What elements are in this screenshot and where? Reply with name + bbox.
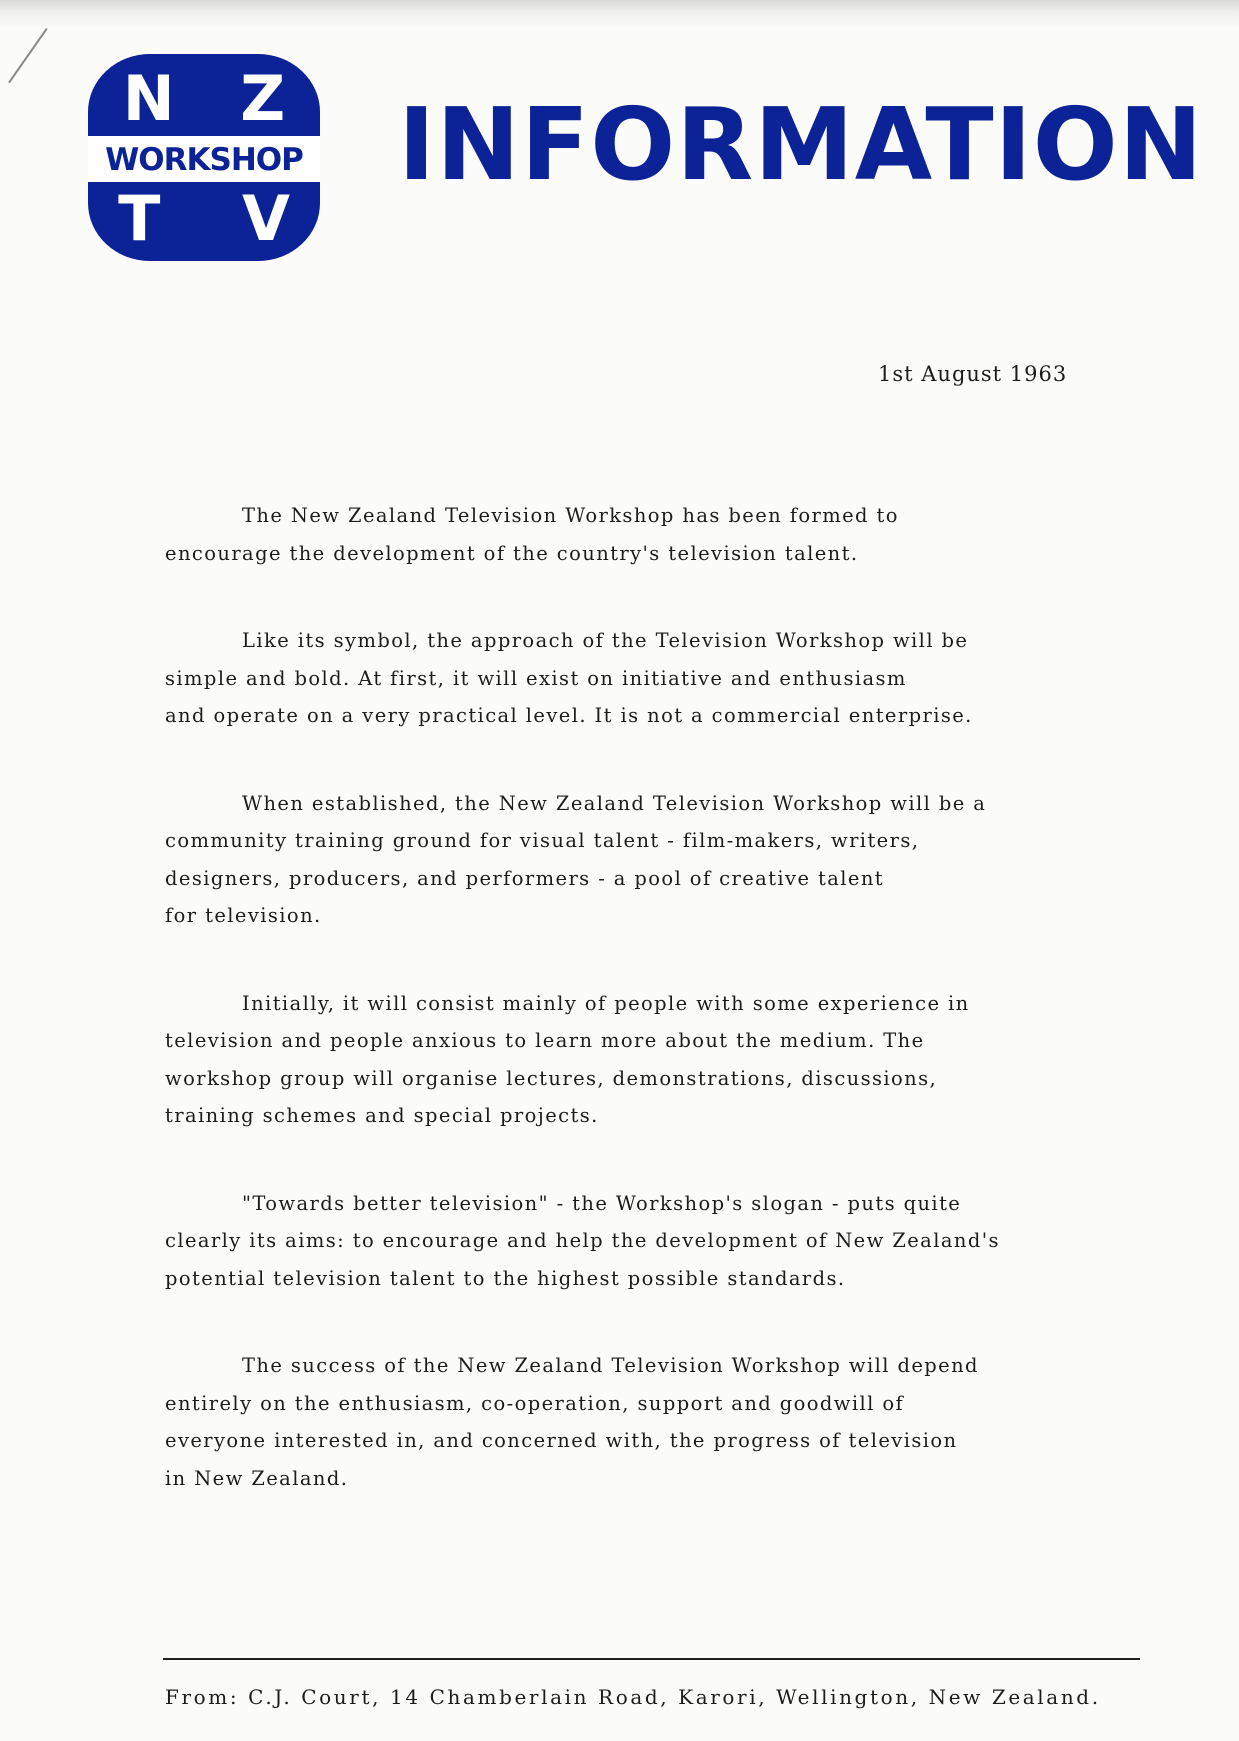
logo-tv-text: T V <box>118 182 320 255</box>
paragraph <box>165 985 1105 1135</box>
paragraph-line: "Towards better television" - the Workshop's slogan - puts quite <box>242 1191 962 1215</box>
paragraph-line: television and people anxious to learn more about the medium. The <box>165 1029 925 1052</box>
paragraph-line: for television. <box>165 904 322 927</box>
paragraph-line: and operate on a very practical level. It is not a commercial enterprise. <box>165 704 973 727</box>
paragraph-line: Initially, it will consist mainly of people with some experience in <box>242 991 970 1015</box>
paragraph-line: workshop group will organise lectures, demonstrations, discussions, <box>165 1066 938 1090</box>
footer-address: From: C.J. Court, 14 Chamberlain Road, Karori, Wellington, New Zealand. <box>165 1685 1101 1709</box>
paragraph-line: community training ground for visual talent - film-makers, writers, <box>165 829 920 852</box>
paragraph-line: Like its symbol, the approach of the Television Workshop will be <box>242 629 969 652</box>
paragraph-line: clearly its aims: to encourage and help the development of New Zealand's <box>165 1229 1000 1252</box>
logo-workshop-text: WORKSHOP <box>105 142 303 178</box>
paragraph-line: encourage the development of the country's television talent. <box>165 541 859 565</box>
document-date: 1st August 1963 <box>878 362 1068 386</box>
pen-mark <box>8 28 47 83</box>
page-edge-shadow <box>0 0 1239 28</box>
paragraph <box>165 1347 1105 1497</box>
paragraph <box>165 1185 1105 1298</box>
paragraph-line: simple and bold. At first, it will exist on initiative and enthusiasm <box>165 666 907 690</box>
logo-nz-text: N Z <box>122 62 308 135</box>
paragraph-line: potential television talent to the highest possible standards. <box>165 1266 846 1290</box>
paragraph-line: The New Zealand Television Workshop has been formed to <box>242 504 899 527</box>
paragraph-line: designers, producers, and performers - a pool of creative talent <box>165 866 885 890</box>
nz-workshop-tv-logo <box>88 54 320 261</box>
paragraph-line: everyone interested in, and concerned with, the progress of television <box>165 1429 958 1452</box>
paragraph-line: entirely on the enthusiasm, co-operation, support and goodwill of <box>165 1391 905 1415</box>
body-text <box>165 497 1105 1547</box>
paragraph-line: The success of the New Zealand Television Workshop will depend <box>242 1354 979 1377</box>
footer-divider <box>163 1658 1140 1660</box>
paragraph <box>165 622 1105 735</box>
page-title: INFORMATION <box>398 86 1204 203</box>
paragraph <box>165 785 1105 935</box>
paragraph-line: in New Zealand. <box>165 1466 349 1490</box>
paragraph-line: training schemes and special projects. <box>165 1104 599 1127</box>
paragraph-line: When established, the New Zealand Television Workshop will be a <box>242 791 987 815</box>
paragraph <box>165 497 1105 572</box>
